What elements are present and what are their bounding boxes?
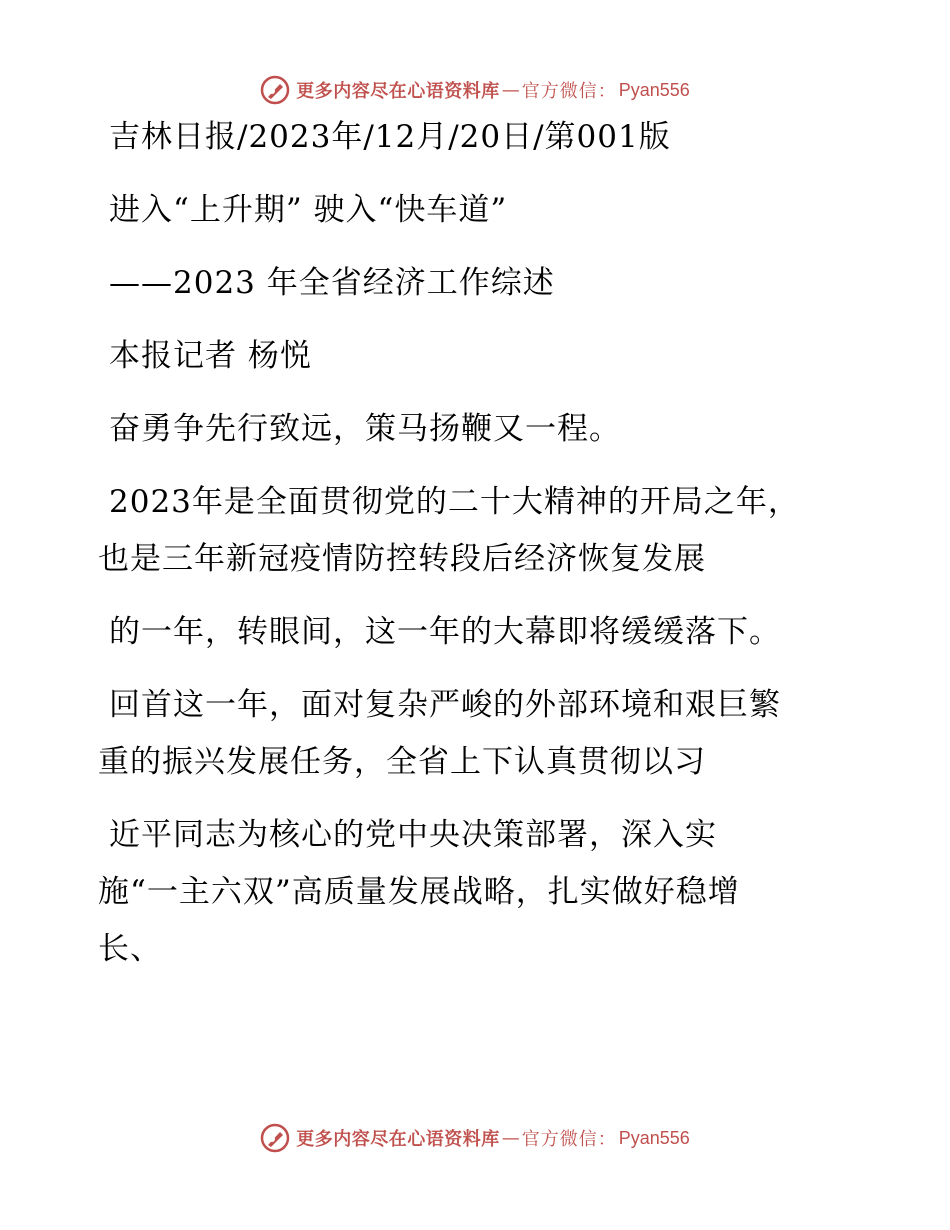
watermark-text: 更多内容尽在心语资料库 bbox=[296, 81, 500, 102]
watermark-text: 更多内容尽在心语资料库 bbox=[296, 1129, 500, 1150]
article-body bbox=[98, 118, 838, 969]
watermark-wechat-label: 官方微信： bbox=[521, 1129, 617, 1150]
paragraph-line: 近平同志为核心的党中央决策部署，深入实 bbox=[109, 817, 717, 853]
watermark-wechat-label: 官方微信： bbox=[521, 81, 617, 102]
watermark-separator: — bbox=[501, 1127, 520, 1149]
article-headline: 进入“上升期” 驶入“快车道” bbox=[109, 192, 508, 228]
paragraph-line: 的一年，转眼间，这一年的大幕即将缓缓落下。 bbox=[109, 614, 781, 650]
paragraph-line: 施“一主六双”高质量发展战略，扎实做好稳增 bbox=[98, 874, 740, 910]
paragraph-line: 重的振兴发展任务，全省上下认真贯彻以习 bbox=[98, 744, 706, 780]
paragraph-line: 长、 bbox=[98, 931, 162, 967]
paragraph-line: 也是三年新冠疫情防控转段后经济恢复发展 bbox=[98, 541, 706, 577]
paragraph-line: 奋勇争先行致远，策马扬鞭又一程。 bbox=[109, 411, 621, 447]
watermark-separator: — bbox=[501, 79, 520, 101]
paragraph-line: 2023年是全面贯彻党的二十大精神的开局之年， bbox=[109, 484, 800, 520]
article-byline: 本报记者 杨悦 bbox=[109, 338, 312, 374]
watermark-banner-top bbox=[0, 70, 950, 110]
paragraph-line: 回首这一年，面对复杂严峻的外部环境和艰巨繁 bbox=[109, 687, 781, 723]
pen-logo-icon bbox=[260, 1123, 290, 1153]
article-subheadline: ——2023 年全省经济工作综述 bbox=[109, 265, 555, 301]
watermark-wechat-id: Pyan556 bbox=[618, 79, 690, 100]
watermark-banner-bottom bbox=[0, 1118, 950, 1158]
watermark-wechat-id: Pyan556 bbox=[618, 1127, 690, 1148]
article-dateline: 吉林日报/2023年/12月/20日/第001版 bbox=[109, 119, 671, 155]
pen-logo-icon bbox=[260, 75, 290, 105]
